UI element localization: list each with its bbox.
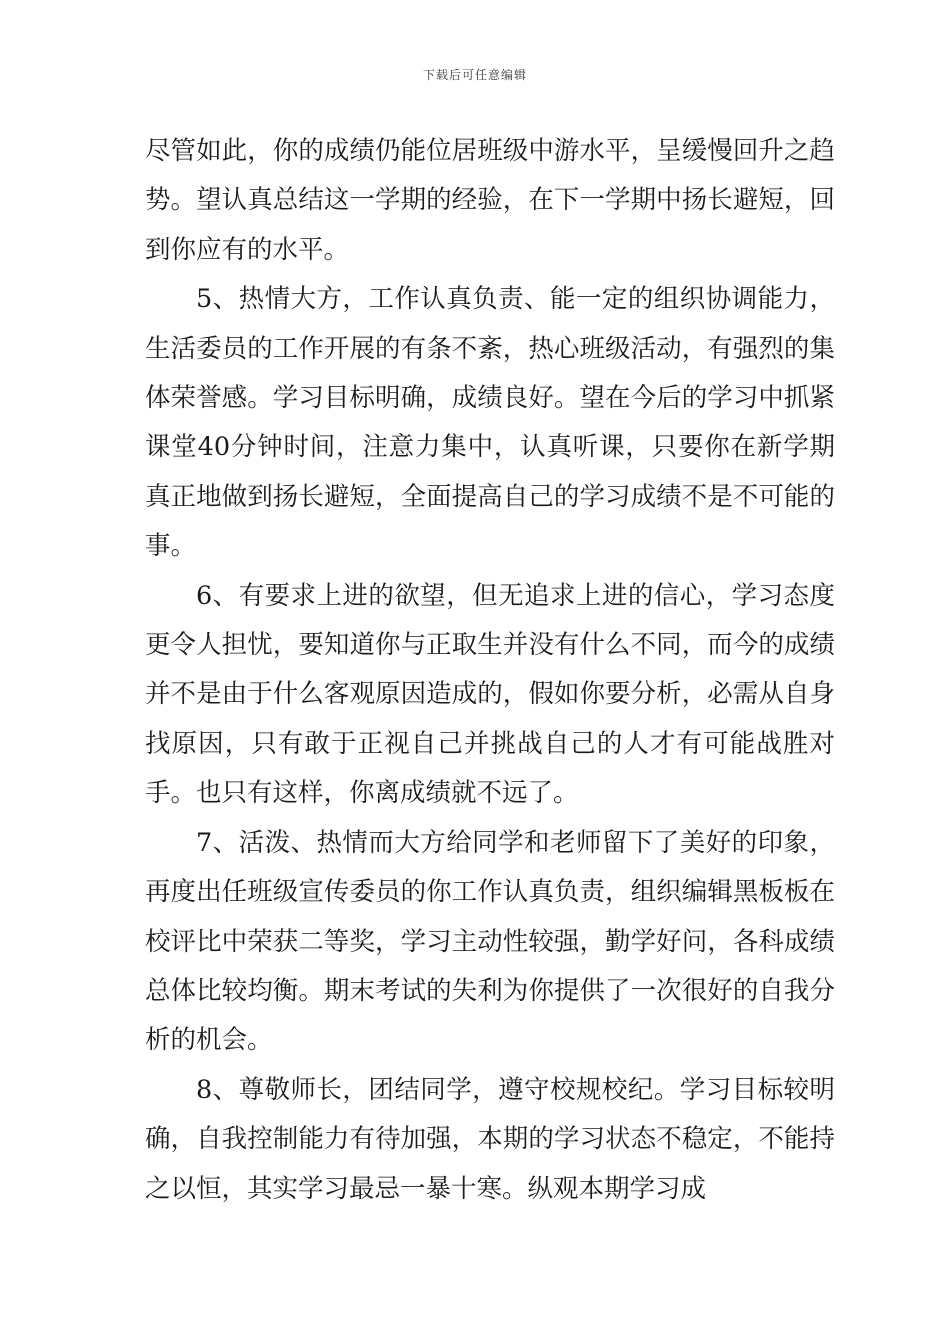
paragraph-continuation: 尽管如此，你的成绩仍能位居班级中游水平，呈缓慢回升之趋势。望认真总结这一学期的经验，在下一学期中扬长避短，回到你应有的水平。: [145, 136, 835, 265]
paragraph-item-5: 5、热情大方，工作认真负责、能一定的组织协调能力，生活委员的工作开展的有条不紊，热心班级活动，有强烈的集体荣誉感。学习目标明确，成绩良好。望在今后的学习中抓紧课堂40分钟时间，注意力集中，认真听课，只要你在新学期真正地做到扬长避短，全面提高自己的学习成绩不是不可能的事。: [145, 284, 835, 562]
paragraph-item-7: 7、活泼、热情而大方给同学和老师留下了美好的印象，再度出任班级宣传委员的你工作认真负责，组织编辑黑板板在校评比中荣获二等奖，学习主动性较强，勤学好问，各科成绩总体比较均衡。期末考试的失利为你提供了一次很好的自我分析的机会。: [145, 827, 835, 1056]
paragraph-item-6: 6、有要求上进的欲望，但无追求上进的信心，学习态度更令人担忧，要知道你与正取生并没有什么不同，而今的成绩并不是由于什么客观原因造成的，假如你要分析，必需从自身找原因，只有敢于正视自己并挑战自己的人才有可能战胜对手。也只有这样，你离成绩就不远了。: [145, 580, 835, 809]
paragraph-item-8: 8、尊敬师长，团结同学，遵守校规校纪。学习目标较明确，自我控制能力有待加强，本期的学习状态不稳定，不能持之以恒，其实学习最忌一暴十寒。纵观本期学习成: [145, 1074, 835, 1204]
document-body: [145, 127, 835, 1214]
page-header: 下载后可任意编辑: [422, 68, 527, 82]
